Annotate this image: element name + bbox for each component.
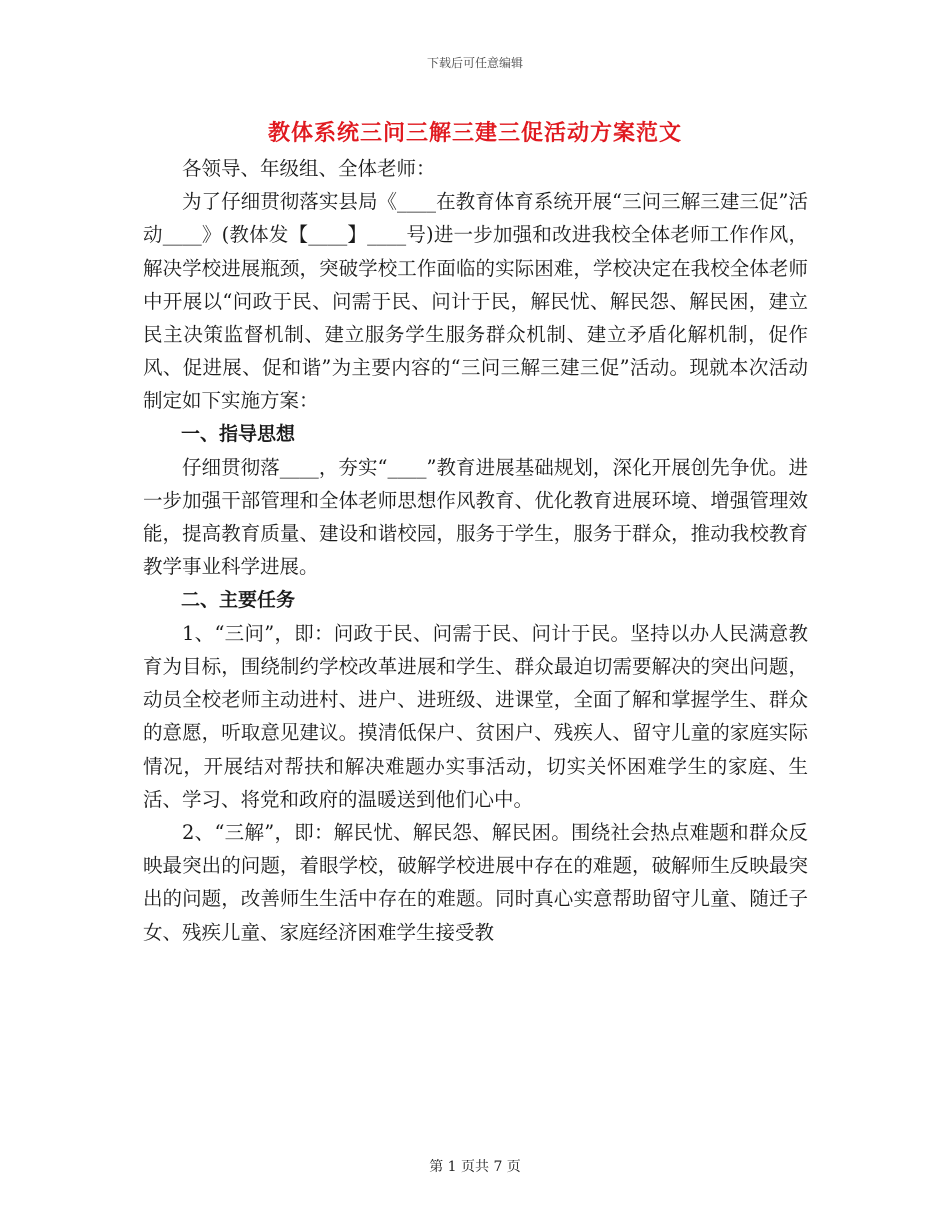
section-heading-main-tasks: 二、主要任务 <box>181 588 296 611</box>
task-2-paragraph: 2、“三解”，即：解民忧、解民怨、解民困。围绕社会热点难题和群众反映最突出的问题，着眼学校，破解学校进展中存在的难题，破解师生反映最突出的问题，改善师生生活中存在的难题。同时真心实意帮助留守儿童、随迁子女、残疾儿童、家庭经济困难学生接受教 <box>143 821 808 944</box>
document-title: 教体系统三问三解三建三促活动方案范文 <box>267 120 682 146</box>
salutation-paragraph: 各领导、年级组、全体老师： <box>182 157 436 180</box>
section-heading-guiding-thought: 一、指导思想 <box>181 422 296 445</box>
task-1-paragraph: 1、“三问”，即：问政于民、问需于民、问计于民。坚持以办人民满意教育为目标，围绕制约学校改革进展和学生、群众最迫切需要解决的突出问题，动员全校老师主动进村、进户、进班级、进课堂，全面了解和掌握学生、群众的意愿，听取意见建议。摸清低保户、贫困户、残疾人、留守儿童的家庭实际情况，开展结对帮扶和解决难题办实事活动，切实关怀困难学生的家庭、生活、学习、将党和政府的温暖送到他们心中。 <box>143 621 808 811</box>
intro-paragraph: 为了仔细贯彻落实县局《____在教育体育系统开展“三问三解三建三促”活动____》(教体发【____】____号)进一步加强和改进我校全体老师工作作风，解决学校进展瓶颈，突破学校工作面临的实际困难，学校决定在我校全体老师中开展以“问政于民、问需于民、问计于民，解民忧、解民怨、解民困，建立民主决策监督机制、建立服务学生服务群众机制、建立矛盾化解机制，促作风、促进展、促和谐”为主要内容的“三问三解三建三促”活动。现就本次活动制定如下实施方案： <box>143 190 808 413</box>
page-header: 下载后可任意编辑 <box>426 56 523 70</box>
guiding-thought-paragraph: 仔细贯彻落____，夯实“____”教育进展基础规划，深化开展创先争优。进一步加强干部管理和全体老师思想作风教育、优化教育进展环境、增强管理效能，提高教育质量、建设和谐校园，服务于学生，服务于群众，推动我校教育教学事业科学进展。 <box>143 455 808 579</box>
page-footer: 第 1 页共 7 页 <box>429 1159 521 1175</box>
document-body <box>143 152 808 949</box>
